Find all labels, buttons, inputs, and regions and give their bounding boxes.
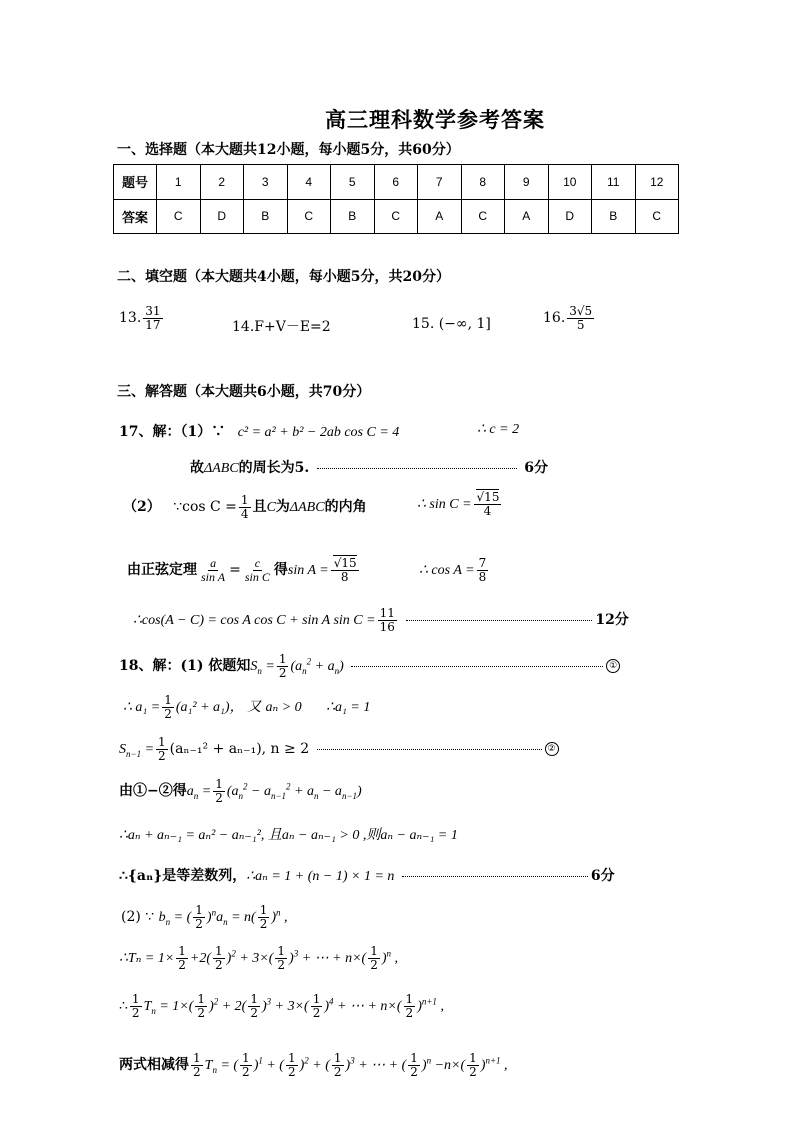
p17-perimeter-prefix: 故	[190, 460, 204, 476]
p18-subtract: 两式相减得 $\frac{1}{2}$ $T_n$ = ( $\frac{1}{2}$ )$^1$ + ( $\frac{1}{2}$ )$^2$ + ( $\frac{1}{2}$ )$^3$ + ⋯ + ( $\frac{1}{2}$ )$^n$ −n×( $\frac{1}{2}$ )$^{n+1}$ ,	[119, 1051, 508, 1079]
fraction-numerator: 1	[158, 735, 166, 749]
p18-a1-expr: (a₁² + a₁)， 又	[175, 700, 262, 716]
p18-line6	[119, 865, 615, 885]
answer-cell: C	[374, 199, 418, 234]
p18-line5: ∴aₙ + aₙ₋₁ = aₙ² − aₙ₋₁², 且aₙ − aₙ₋₁ > 0 ,则aₙ − aₙ₋₁ = 1	[119, 828, 458, 843]
question-number-cell: 7	[418, 165, 462, 200]
question-number-cell: 8	[461, 165, 505, 200]
p18-a1-label: ∴ a₁ =	[123, 700, 161, 716]
fraction-denominator: 8	[340, 569, 349, 584]
dotted-leader	[317, 468, 517, 469]
p17-final	[133, 607, 629, 633]
answer-cell: C	[461, 199, 505, 234]
p18-line2	[123, 694, 370, 720]
p17-cosA-label: ∴ cos A =	[419, 563, 475, 579]
question-number-cell: 1	[157, 165, 201, 200]
p18-subtract-label: 由①−②得	[119, 783, 187, 800]
p18-line1: 18、解：(1) 依题知$S_n$ = $\frac{1}{2}$ $(a_n^2 + a_n)$ ①	[119, 653, 620, 679]
p17-sinC	[417, 491, 503, 517]
answer-cell: C	[635, 199, 679, 234]
p18-part2: (2) ∵ $b_n$ = ( $\frac{1}{2}$ )$^na_n = n$( $\frac{1}{2}$ )$^n$ ,	[121, 903, 288, 931]
fraction-numerator: 1	[164, 693, 172, 707]
p18-line4: 由①−②得$a_n$ = $\frac{1}{2}$ $(a_n^2 - a_{n-1}^2 + a_n - a_{n-1})$	[119, 777, 362, 805]
p17-final-expr: ∴cos(A − C) = cos A cos C + sin A sin C =	[133, 613, 376, 629]
dotted-leader	[402, 876, 588, 877]
answer-13-numerator: 31	[145, 304, 161, 318]
section2-heading: 二、填空题（本大题共4小题，每小题5分，共20分）	[117, 269, 450, 285]
p18-line3: $S_{n-1}$ = $\frac{1}{2}$ (aₙ₋₁² + aₙ₋₁), n ≥ 2 ②	[119, 736, 559, 762]
p18-half-tn: ∴ $\frac{1}{2}$ $T_n = 1\times$( $\frac{1}{2}$ )$^2$ + 2( $\frac{1}{2}$ )$^3$ + 3×( $\frac{1}{2}$ )$^4$ + ⋯ + n×( $\frac{1}{2}$ )$^{n+1}$ ,	[119, 992, 444, 1020]
p17-triangle-2: ΔABC	[289, 500, 325, 516]
answer-cell: C	[287, 199, 331, 234]
dotted-leader	[351, 666, 603, 667]
p17-label: 17、解：（1）∵	[119, 424, 226, 440]
answer-cell: D	[200, 199, 244, 234]
p18-a1-value: ∴a₁ = 1	[326, 700, 371, 716]
sqrt15: √15	[333, 556, 357, 570]
equation-marker-1: ①	[606, 659, 620, 673]
answer-13	[119, 305, 165, 331]
fraction-numerator: 11	[379, 606, 395, 620]
p18-subtract-label-2: 两式相减得	[119, 1057, 189, 1074]
question-number-cell: 6	[374, 165, 418, 200]
page-title: 高三理科数学参考答案	[325, 107, 545, 132]
fraction-denominator: 2	[158, 748, 166, 763]
fraction-numerator: 1	[215, 777, 223, 791]
fraction-numerator: 7	[478, 556, 487, 570]
question-number-cell: 4	[287, 165, 331, 200]
p17-sinC-label: ∴ sin C =	[417, 497, 472, 513]
table-row	[114, 165, 679, 200]
p17-angle-c: C	[266, 500, 276, 516]
p18-part2-label: (2) ∵	[121, 909, 155, 926]
fraction-denominator: 4	[240, 506, 249, 521]
p18-score-6: 6分	[590, 868, 615, 884]
p18-an-positive: aₙ > 0	[265, 700, 302, 716]
answer-cell: B	[244, 199, 288, 234]
section3-heading: 三、解答题（本大题共6小题，共70分）	[117, 384, 371, 400]
dotted-leader	[317, 749, 542, 750]
question-number-cell: 3	[244, 165, 288, 200]
answer-cell: C	[157, 199, 201, 234]
answer-15: 15. (−∞, 1]	[412, 316, 491, 332]
section1-heading: 一、选择题（本大题共12小题，每小题5分，共60分）	[117, 142, 460, 158]
fraction-numerator: 1	[278, 652, 287, 666]
p18-tn-label: ∴Tₙ = 1×	[119, 951, 175, 967]
fraction-denominator: 2	[164, 706, 172, 721]
p17-interior-angle: 的内角	[324, 499, 367, 516]
p18-arith-seq: ∴{aₙ}是等差数列，	[119, 868, 247, 884]
fraction-denominator: 2	[215, 790, 223, 805]
question-number-cell: 2	[200, 165, 244, 200]
p17-law-of-cosines: c² = a² + b² − 2ab cos C = 4	[237, 425, 400, 440]
p17-triangle: ΔABC	[204, 461, 239, 476]
question-number-cell: 10	[548, 165, 592, 200]
p17-part2	[123, 494, 367, 520]
row-label-answer: 答案	[114, 199, 157, 234]
p17-line1	[119, 421, 399, 441]
fraction-numerator: 1	[240, 493, 249, 507]
p17-law-label: 由正弦定理	[127, 562, 197, 579]
p18-tn: ∴Tₙ = 1× $\frac{1}{2}$ +2( $\frac{1}{2}$ )$^2$ + 3×( $\frac{1}{2}$ )$^3$ + ⋯ + n×( $\frac{1}{2}$ )$^n$ ,	[119, 944, 399, 972]
p17-law-of-sines: 由正弦定理 $\frac{a}{\text{sin A}}$ = $\frac{c}{\text{sin C}}$ 得sin A = $\frac{√15}{8}$	[127, 556, 357, 584]
question-number-cell: 5	[331, 165, 375, 200]
answer-table	[113, 164, 679, 234]
p17-part2-label: （2）	[123, 499, 161, 516]
answer-16	[543, 305, 596, 331]
question-number-cell: 11	[592, 165, 636, 200]
answer-14: 14.F+V－E=2	[232, 319, 331, 335]
p17-and: 且	[252, 499, 267, 516]
answer-16-denominator: 5	[576, 317, 585, 332]
p17-sinA-label: sin A =	[287, 563, 329, 579]
answer-13-denominator: 17	[145, 317, 161, 332]
fraction-denominator: 8	[478, 569, 487, 584]
answer-16-label: 16.	[543, 310, 566, 327]
sqrt15: √15	[476, 490, 500, 504]
answer-cell: B	[331, 199, 375, 234]
p18-label: 18、解：(1) 依题知	[119, 658, 251, 675]
answer-cell: B	[592, 199, 636, 234]
p17-perimeter-suffix: 的周长为5.	[238, 460, 310, 476]
table-row	[114, 199, 679, 234]
p17-perimeter	[190, 457, 548, 477]
p17-get: 得	[273, 562, 288, 579]
fraction-denominator: 2	[278, 665, 287, 680]
p17-c-value: ∴ c = 2	[477, 422, 520, 437]
p18-therefore: ∴	[119, 998, 128, 1015]
p18-an-formula: ∴aₙ = 1 + (n − 1) × 1 = n	[246, 869, 395, 884]
dotted-leader	[406, 620, 592, 621]
answer-cell: D	[548, 199, 592, 234]
p17-cosC: ∵cos C =	[173, 499, 237, 516]
fraction-denominator: 4	[483, 503, 492, 518]
p18-s-prev: (aₙ₋₁² + aₙ₋₁), n ≥ 2	[169, 741, 310, 758]
answer-13-label: 13.	[119, 310, 142, 327]
equation-marker-2: ②	[545, 742, 559, 756]
p17-score-6: 6分	[524, 460, 548, 476]
question-number-cell: 9	[505, 165, 549, 200]
row-label-question: 题号	[114, 165, 157, 200]
answer-16-numerator: 3√5	[569, 304, 593, 318]
answer-cell: A	[505, 199, 549, 234]
p17-score-12: 12分	[595, 612, 629, 629]
question-number-cell: 12	[635, 165, 679, 200]
p17-is: 为	[275, 499, 290, 516]
fraction-denominator: 16	[379, 619, 395, 634]
p17-cosA	[419, 557, 490, 583]
answer-cell: A	[418, 199, 462, 234]
